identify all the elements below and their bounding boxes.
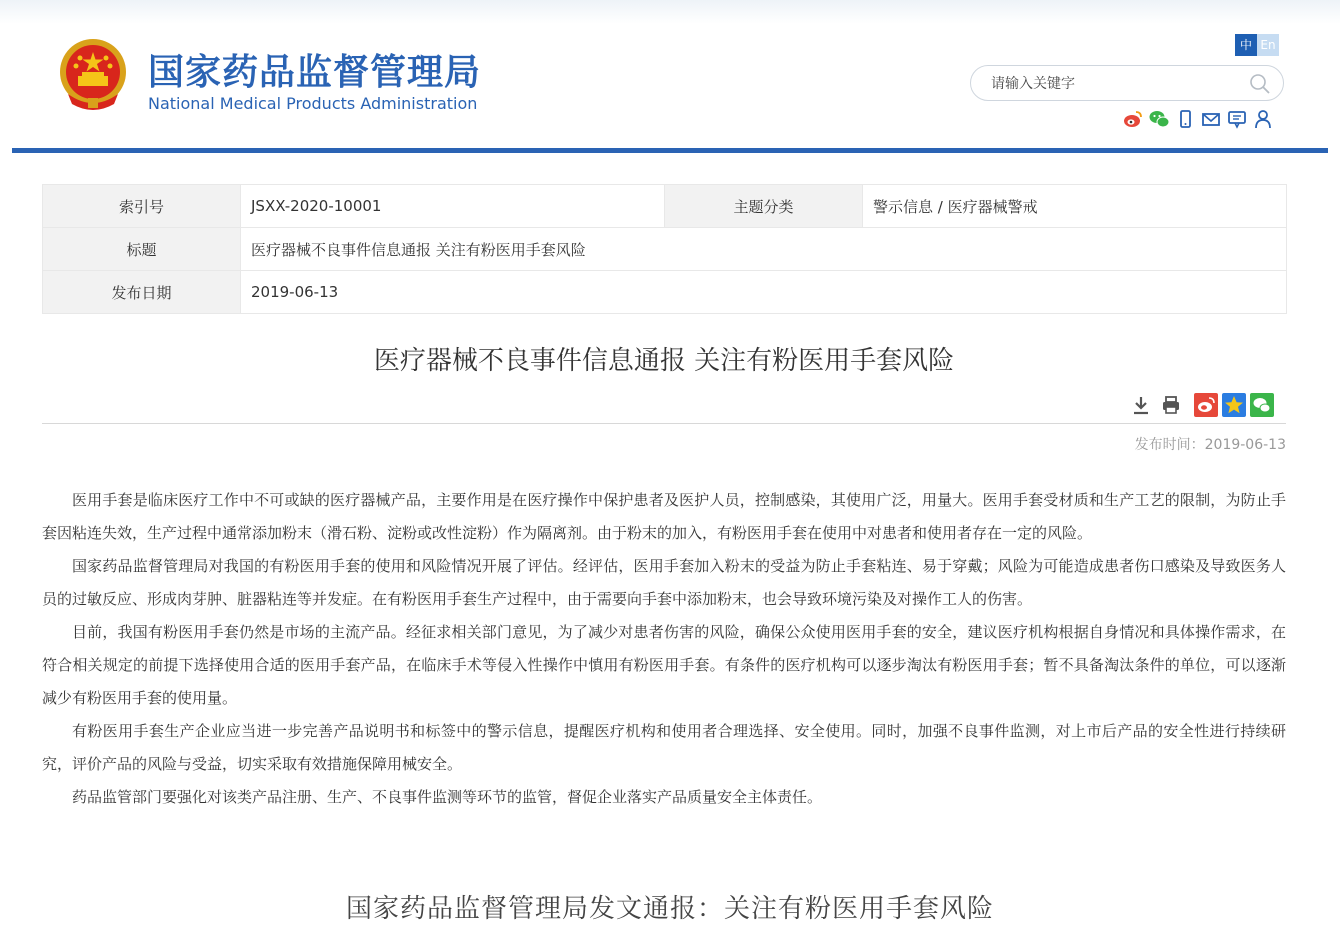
print-icon[interactable] [1160,394,1182,416]
site-title-cn[interactable]: 国家药品监督管理局 [148,52,482,93]
paragraph: 有粉医用手套生产企业应当进一步完善产品说明书和标签中的警示信息，提醒医疗机构和使用者合理选择、安全使用。同时，加强不良事件监测，对上市后产品的安全性进行持续研究，评价产品的风险与受益，切实采取有效措施保障用械安全。 [42,722,1286,773]
article-title: 医疗器械不良事件信息通报 关注有粉医用手套风险 [373,346,955,376]
wechat-icon[interactable] [1148,108,1170,130]
search-box [970,65,1284,101]
table-row [43,185,1287,228]
article-toolbar [1130,393,1274,417]
social-links [1122,108,1274,130]
weibo-icon[interactable] [1122,108,1144,130]
mobile-icon[interactable] [1174,108,1196,130]
site-title-en: National Medical Products Administration [148,94,478,113]
date-label: 发布日期 [43,271,241,314]
search-icon[interactable] [1249,73,1271,95]
top-strip [0,0,1340,24]
paragraph: 国家药品监督管理局对我国的有粉医用手套的使用和风险情况开展了评估。经评估，医用手套加入粉末的受益为防止手套粘连、易于穿戴；风险为可能造成患者伤口感染及导致医务人员的过敏反应、形成肉芽肿、脏器粘连等并发症。在有粉医用手套生产过程中，由于需要向手套中添加粉末，也会导致环境污染及对操作工人的伤害。 [42,557,1286,608]
share-wechat-icon[interactable] [1250,393,1274,417]
lang-zh-button[interactable]: 中 [1235,34,1257,56]
language-switch [1235,34,1279,56]
paragraph: 目前，我国有粉医用手套仍然是市场的主流产品。经征求相关部门意见，为了减少对患者伤害的风险，确保公众使用医用手套的安全，建议医疗机构根据自身情况和具体操作需求，在符合相关规定的前提下选择使用合适的医用手套产品，在临床手术等侵入性操作中慎用有粉医用手套。有条件的医疗机构可以逐步淘汰有粉医用手套；暂不具备淘汰条件的单位，可以逐渐减少有粉医用手套的使用量。 [42,623,1286,707]
table-row [43,228,1287,271]
image-caption: 国家药品监督管理局发文通报：关注有粉医用手套风险 [345,894,994,924]
date-value: 2019-06-13 [241,271,1287,314]
document-info-table [42,184,1287,314]
message-icon[interactable] [1226,108,1248,130]
index-value: JSXX-2020-10001 [241,185,665,228]
title-label: 标题 [43,228,241,271]
national-emblem-icon [58,38,128,112]
paragraph: 医用手套是临床医疗工作中不可或缺的医疗器械产品，主要作用是在医疗操作中保护患者及医护人员，控制感染，其使用广泛，用量大。医用手套受材质和生产工艺的限制，为防止手套因粘连失效，生产过程中通常添加粉末（滑石粉、淀粉或改性淀粉）作为隔离剂。由于粉末的加入，有粉医用手套在使用中对患者和使用者存在一定的风险。 [42,491,1286,542]
email-icon[interactable] [1200,108,1222,130]
share-qzone-icon[interactable] [1222,393,1246,417]
title-divider [42,423,1286,424]
article-body [42,484,1286,814]
publish-time: 发布时间：2019-06-13 [1134,437,1286,453]
lang-en-button[interactable]: En [1257,34,1279,56]
index-label: 索引号 [43,185,241,228]
category-value: 警示信息 / 医疗器械警戒 [863,185,1287,228]
download-icon[interactable] [1130,394,1152,416]
search-input[interactable] [989,72,1243,96]
title-value: 医疗器械不良事件信息通报 关注有粉医用手套风险 [241,228,1287,271]
paragraph: 药品监管部门要强化对该类产品注册、生产、不良事件监测等环节的监管，督促企业落实产品质量安全主体责任。 [72,788,823,806]
table-row [43,271,1287,314]
site-header [12,24,1328,148]
user-icon[interactable] [1252,108,1274,130]
header-divider [12,148,1328,153]
category-label: 主题分类 [665,185,863,228]
share-weibo-icon[interactable] [1194,393,1218,417]
